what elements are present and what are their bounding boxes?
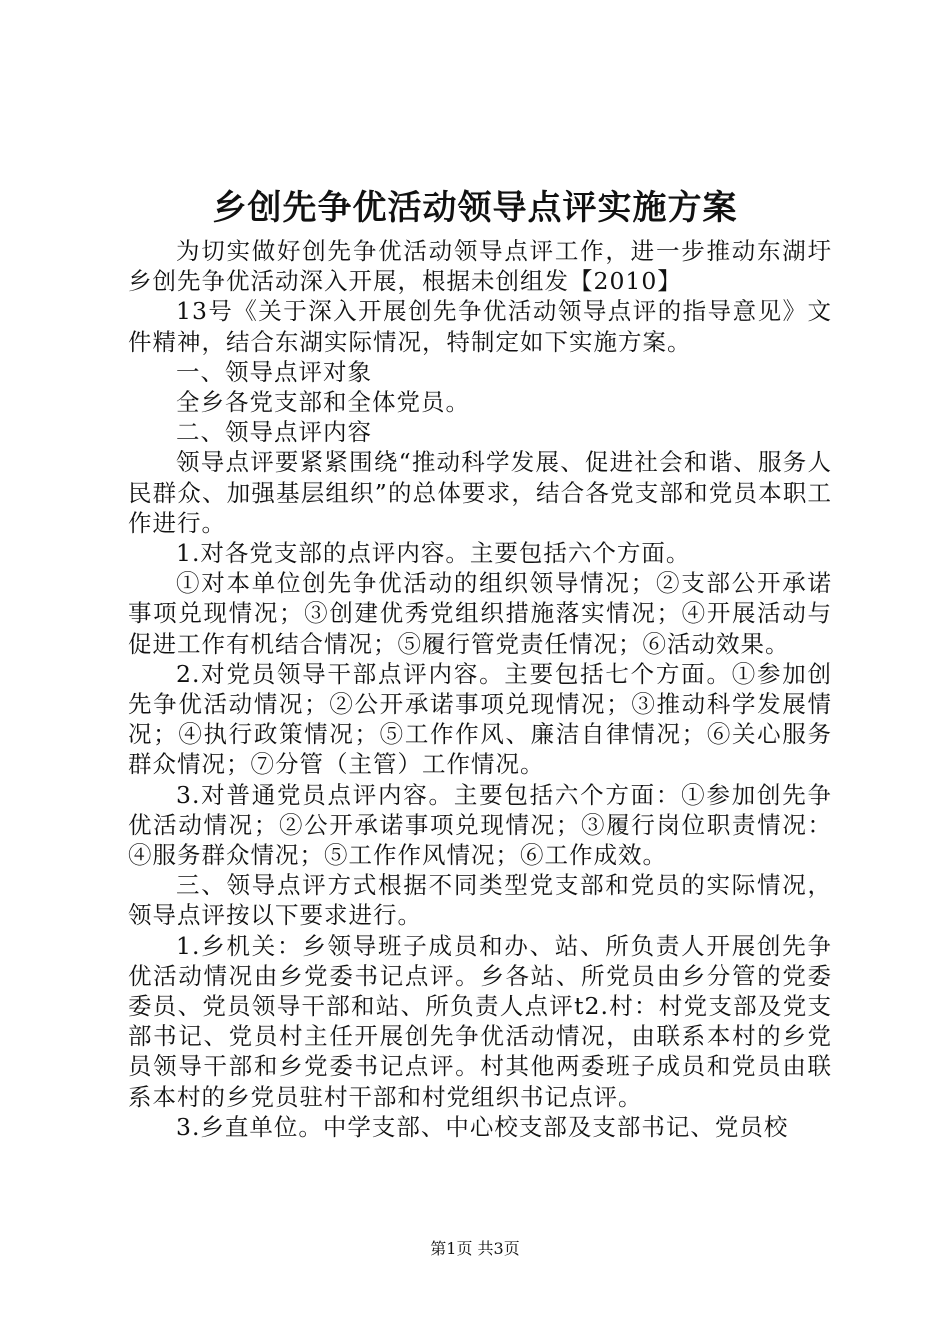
section-heading: 二、领导点评内容 — [176, 418, 372, 447]
section-heading: 一、领导点评对象 — [176, 357, 372, 386]
paragraph: 3.乡直单位。中学支部、中心校支部及支部书记、党员校 — [176, 1112, 789, 1141]
paragraph: 1.对各党支部的点评内容。主要包括六个方面。 — [176, 539, 691, 568]
page-footer: 第1页 共3页 — [430, 1239, 520, 1258]
paragraph: 2.对党员领导干部点评内容。主要包括七个方面。①参加创先争优活动情况；②公开承诺事项兑现情况；③推动科学发展情况；④执行政策情况；⑤工作作风、廉洁自律情况；⑥关心服务群众情况；⑦分管（主管）工作情况。 — [128, 659, 832, 779]
section-heading: 三、领导点评方式根据不同类型党支部和党员的实际情况，领导点评按以下要求进行。 — [128, 871, 832, 930]
document-body — [128, 236, 832, 1142]
document-title: 乡创先争优活动领导点评实施方案 — [212, 188, 738, 228]
paragraph: 为切实做好创先争优活动领导点评工作，进一步推动东湖圩乡创先争优活动深入开展，根据未创组发【2010】 — [128, 237, 832, 296]
paragraph: 13号《关于深入开展创先争优活动领导点评的指导意见》文件精神，结合东湖实际情况，特制定如下实施方案。 — [128, 297, 832, 356]
paragraph: 领导点评要紧紧围绕“推动科学发展、促进社会和谐、服务人民群众、加强基层组织”的总体要求，结合各党支部和党员本职工作进行。 — [128, 448, 832, 537]
paragraph: ①对本单位创先争优活动的组织领导情况；②支部公开承诺事项兑现情况；③创建优秀党组织措施落实情况；④开展活动与促进工作有机结合情况；⑤履行管党责任情况；⑥活动效果。 — [128, 569, 832, 658]
paragraph: 3.对普通党员点评内容。主要包括六个方面：①参加创先争优活动情况；②公开承诺事项兑现情况；③履行岗位职责情况：④服务群众情况；⑤工作作风情况；⑥工作成效。 — [128, 780, 832, 870]
paragraph: 全乡各党支部和全体党员。 — [176, 388, 470, 417]
paragraph: 1.乡机关：乡领导班子成员和办、站、所负责人开展创先争优活动情况由乡党委书记点评。乡各站、所党员由乡分管的党委委员、党员领导干部和站、所负责人点评t2.村：村党支部及党支部书记、党员村主任开展创先争优活动情况，由联系本村的乡党员领导干部和乡党委书记点评。村其他两委班子成员和党员由联系本村的乡党员驻村干部和村党组织书记点评。 — [128, 931, 832, 1111]
